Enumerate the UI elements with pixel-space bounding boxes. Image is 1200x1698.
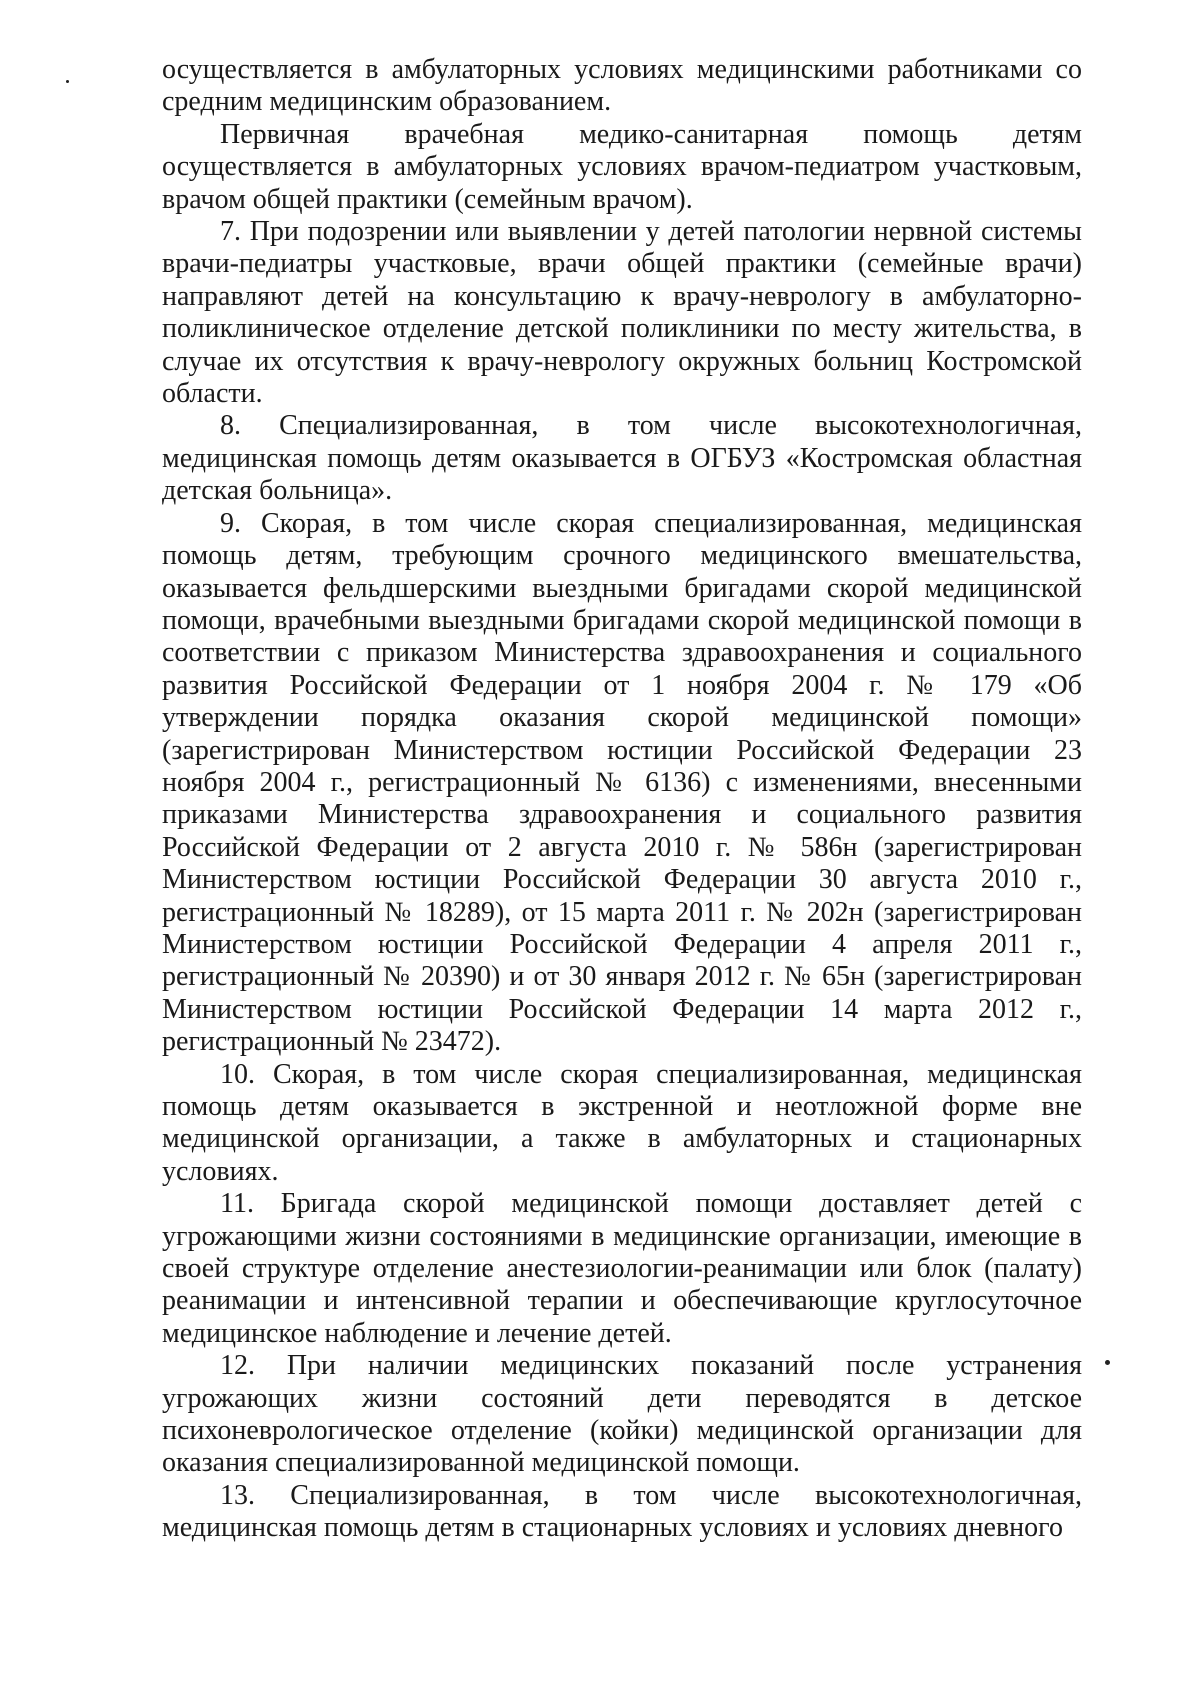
paragraph-10: 10. Скорая, в том числе скорая специализированная, медицинская помощь детям оказывается в экстренной и неотложной форме вне медицинской организации, а также в амбулаторных и стационарных условиях.: [162, 1058, 1082, 1187]
paragraph-continuation: осуществляется в амбулаторных условиях медицинскими работниками со средним медицинским образованием.: [162, 54, 1082, 118]
paragraph-primary-care: Первичная врачебная медико-санитарная помощь детям осуществляется в амбулаторных условиях врачом-педиатром участковым, врачом общей практики (семейным врачом).: [162, 118, 1082, 215]
paragraph-13: 13. Специализированная, в том числе высокотехнологичная, медицинская помощь детям в стационарных условиях и условиях дневного: [162, 1479, 1082, 1544]
paragraph-9: 9. Скорая, в том числе скорая специализированная, медицинская помощь детям, требующим срочного медицинского вмешательства, оказывается фельдшерскими выездными бригадами скорой медицинской помощи, врачебными выездными бригадами скорой медицинской помощи в соответствии с приказом Министерства здравоохранения и социального развития Российской Федерации от 1 ноября 2004 г. № 179 «Об утверждении порядка оказания скорой медицинской помощи» (зарегистрирован Министерством юстиции Российской Федерации 23 ноября 2004 г., регистрационный № 6136) с изменениями, внесенными приказами Министерства здравоохранения и социального развития Российской Федерации от 2 августа 2010 г. № 586н (зарегистрирован Министерством юстиции Российской Федерации 30 августа 2010 г., регистрационный № 18289), от 15 марта 2011 г. № 202н (зарегистрирован Министерством юстиции Российской Федерации 4 апреля 2011 г., регистрационный № 20390) и от 30 января 2012 г. № 65н (зарегистрирован Министерством юстиции Российской Федерации 14 марта 2012 г., регистрационный № 23472).: [162, 507, 1082, 1058]
paragraph-7: 7. При подозрении или выявлении у детей патологии нервной системы врачи-педиатры участковые, врачи общей практики (семейные врачи) направляют детей на консультацию к врачу-неврологу в амбулаторно-поликлиническое отделение детской поликлиники по месту жительства, в случае их отсутствия к врачу-неврологу окружных больниц Костромской области.: [162, 216, 1082, 410]
paragraph-11: 11. Бригада скорой медицинской помощи доставляет детей с угрожающими жизни состояниями в медицинские организации, имеющие в своей структуре отделение анестезиологии-реанимации или блок (палату) реанимации и интенсивной терапии и обеспечивающие круглосуточное медицинское наблюдение и лечение детей.: [162, 1188, 1082, 1349]
scan-speck: [66, 80, 69, 83]
paragraph-8: 8. Специализированная, в том числе высокотехнологичная, медицинская помощь детям оказывается в ОГБУЗ «Костромская областная детская больница».: [162, 410, 1082, 507]
document-page: [162, 54, 1082, 1545]
scan-speck: [1105, 1360, 1110, 1365]
paragraph-12: 12. При наличии медицинских показаний после устранения угрожающих жизни состояний дети переводятся в детское психоневрологическое отделение (койки) медицинской организации для оказания специализированной медицинской помощи.: [162, 1350, 1082, 1479]
